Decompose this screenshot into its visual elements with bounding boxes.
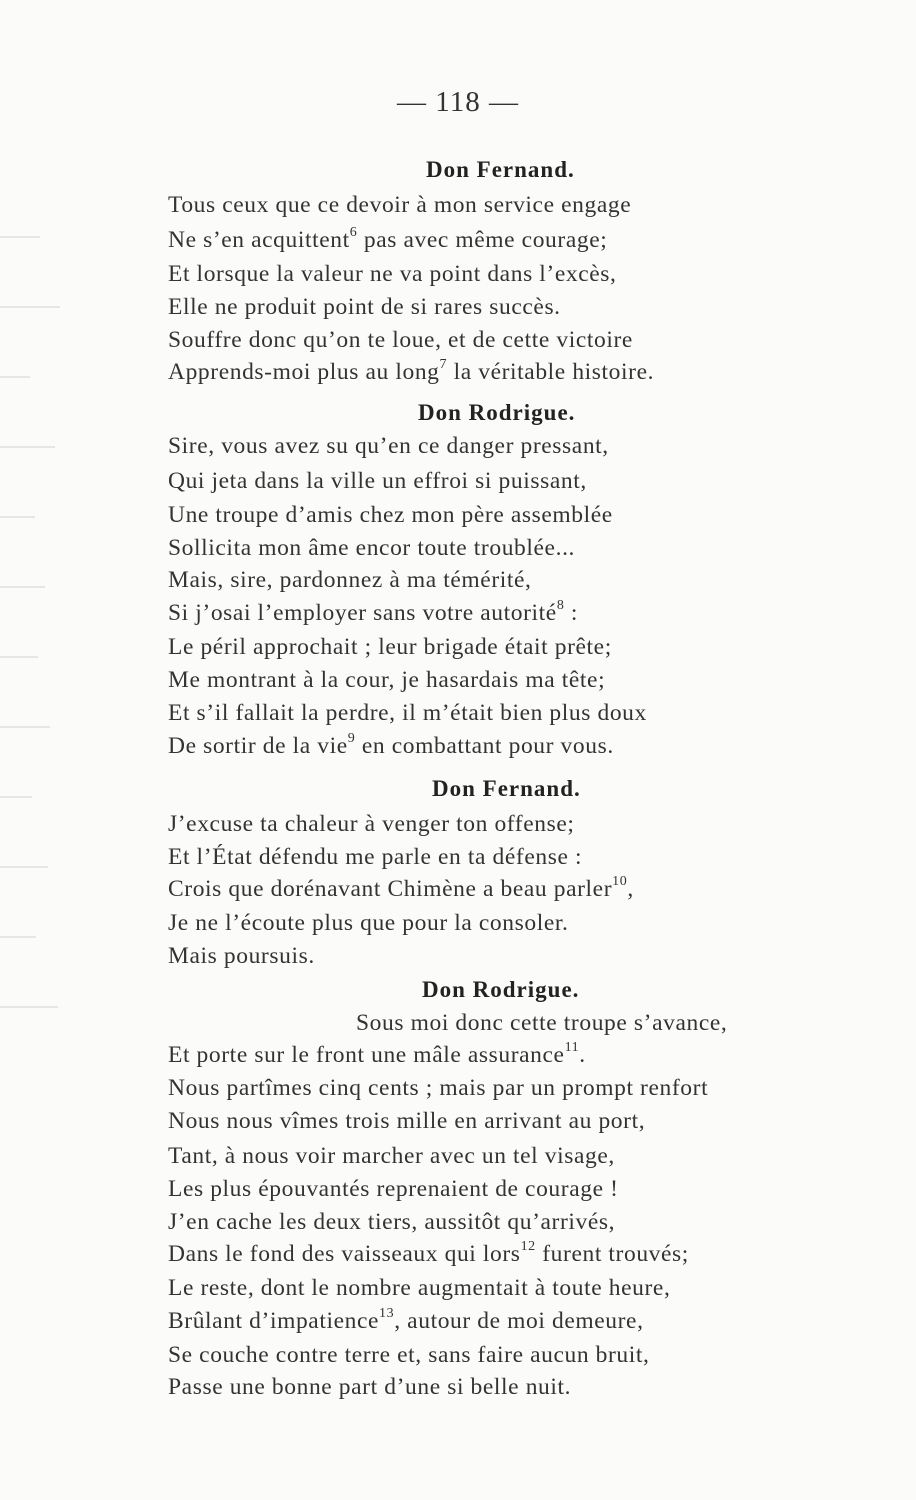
verse-line: Sous moi donc cette troupe s’avance, bbox=[356, 1010, 728, 1036]
speaker-name: Don Rodrigue. bbox=[422, 977, 580, 1002]
verse-line: Nous partîmes cinq cents ; mais par un prompt renfort bbox=[168, 1075, 709, 1101]
verse-line: Souffre donc qu’on te loue, et de cette victoire bbox=[168, 327, 633, 353]
footnote-marker: 7 bbox=[439, 357, 448, 373]
verse-line: Et s’il fallait la perdre, il m’était bien plus doux bbox=[168, 700, 647, 726]
verse-line: Brûlant d’impatience$^{13}$, autour de moi demeure, bbox=[168, 1306, 644, 1334]
verse-line: Tant, à nous voir marcher avec un tel visage, bbox=[168, 1143, 615, 1169]
footnote-marker: 9 bbox=[347, 731, 356, 747]
footnote-marker: 12 bbox=[520, 1239, 536, 1255]
verse-line: Sire, vous avez su qu’en ce danger pressant, bbox=[168, 433, 609, 459]
verse-line: Mais, sire, pardonnez à ma témérité, bbox=[168, 567, 532, 593]
footnote-marker: 11 bbox=[564, 1040, 580, 1056]
verse-line: Tous ceux que ce devoir à mon service engage bbox=[168, 192, 632, 218]
footnote-marker: 8 bbox=[556, 598, 565, 614]
verse-line: J’excuse ta chaleur à venger ton offense; bbox=[168, 811, 575, 837]
verse-line: Qui jeta dans la ville un effroi si puissant, bbox=[168, 468, 587, 494]
verse-line: Si j’osai l’employer sans votre autorité$^8$ : bbox=[168, 598, 579, 626]
verse-line: Ne s’en acquittent$^6$ pas avec même courage; bbox=[168, 225, 608, 253]
verse-line: Et l’État défendu me parle en ta défense : bbox=[168, 844, 583, 870]
speaker-name: Don Rodrigue. bbox=[418, 400, 576, 425]
verse-line: Apprends-moi plus au long$^7$ la véritable histoire. bbox=[168, 357, 655, 385]
speaker-name: Don Fernand. bbox=[432, 776, 581, 801]
footnote-marker: 6 bbox=[349, 225, 358, 241]
verse-line: De sortir de la vie$^9$ en combattant pour vous. bbox=[168, 731, 614, 759]
verse-line: Le reste, dont le nombre augmentait à toute heure, bbox=[168, 1275, 671, 1301]
verse-line: Mais poursuis. bbox=[168, 943, 315, 969]
verse-line: Et lorsque la valeur ne va point dans l’excès, bbox=[168, 261, 617, 287]
footnote-marker: 10 bbox=[612, 874, 628, 890]
page-number: — 118 — bbox=[397, 86, 519, 118]
verse-line: Elle ne produit point de si rares succès. bbox=[168, 294, 561, 320]
verse-line: J’en cache les deux tiers, aussitôt qu’arrivés, bbox=[168, 1209, 616, 1235]
verse-line: Dans le fond des vaisseaux qui lors$^{12}$ furent trouvés; bbox=[168, 1239, 689, 1267]
footnote-marker: 13 bbox=[379, 1306, 395, 1322]
verse-line: Crois que dorénavant Chimène a beau parler$^{10}$, bbox=[168, 874, 634, 902]
verse-line: Les plus épouvantés reprenaient de courage ! bbox=[168, 1176, 619, 1202]
verse-line: Me montrant à la cour, je hasardais ma tête; bbox=[168, 667, 606, 693]
verse-line: Le péril approchait ; leur brigade était prête; bbox=[168, 634, 612, 660]
verse-line: Une troupe d’amis chez mon père assemblée bbox=[168, 502, 613, 528]
verse-line: Nous nous vîmes trois mille en arrivant au port, bbox=[168, 1108, 646, 1134]
verse-line: Et porte sur le front une mâle assurance$^{11}$. bbox=[168, 1040, 586, 1068]
verse-line: Se couche contre terre et, sans faire aucun bruit, bbox=[168, 1342, 650, 1368]
speaker-name: Don Fernand. bbox=[426, 157, 575, 182]
verse-line: Sollicita mon âme encor toute troublée... bbox=[168, 535, 576, 561]
verse-line: Je ne l’écoute plus que pour la consoler. bbox=[168, 910, 569, 936]
verse-line: Passe une bonne part d’une si belle nuit. bbox=[168, 1374, 572, 1400]
